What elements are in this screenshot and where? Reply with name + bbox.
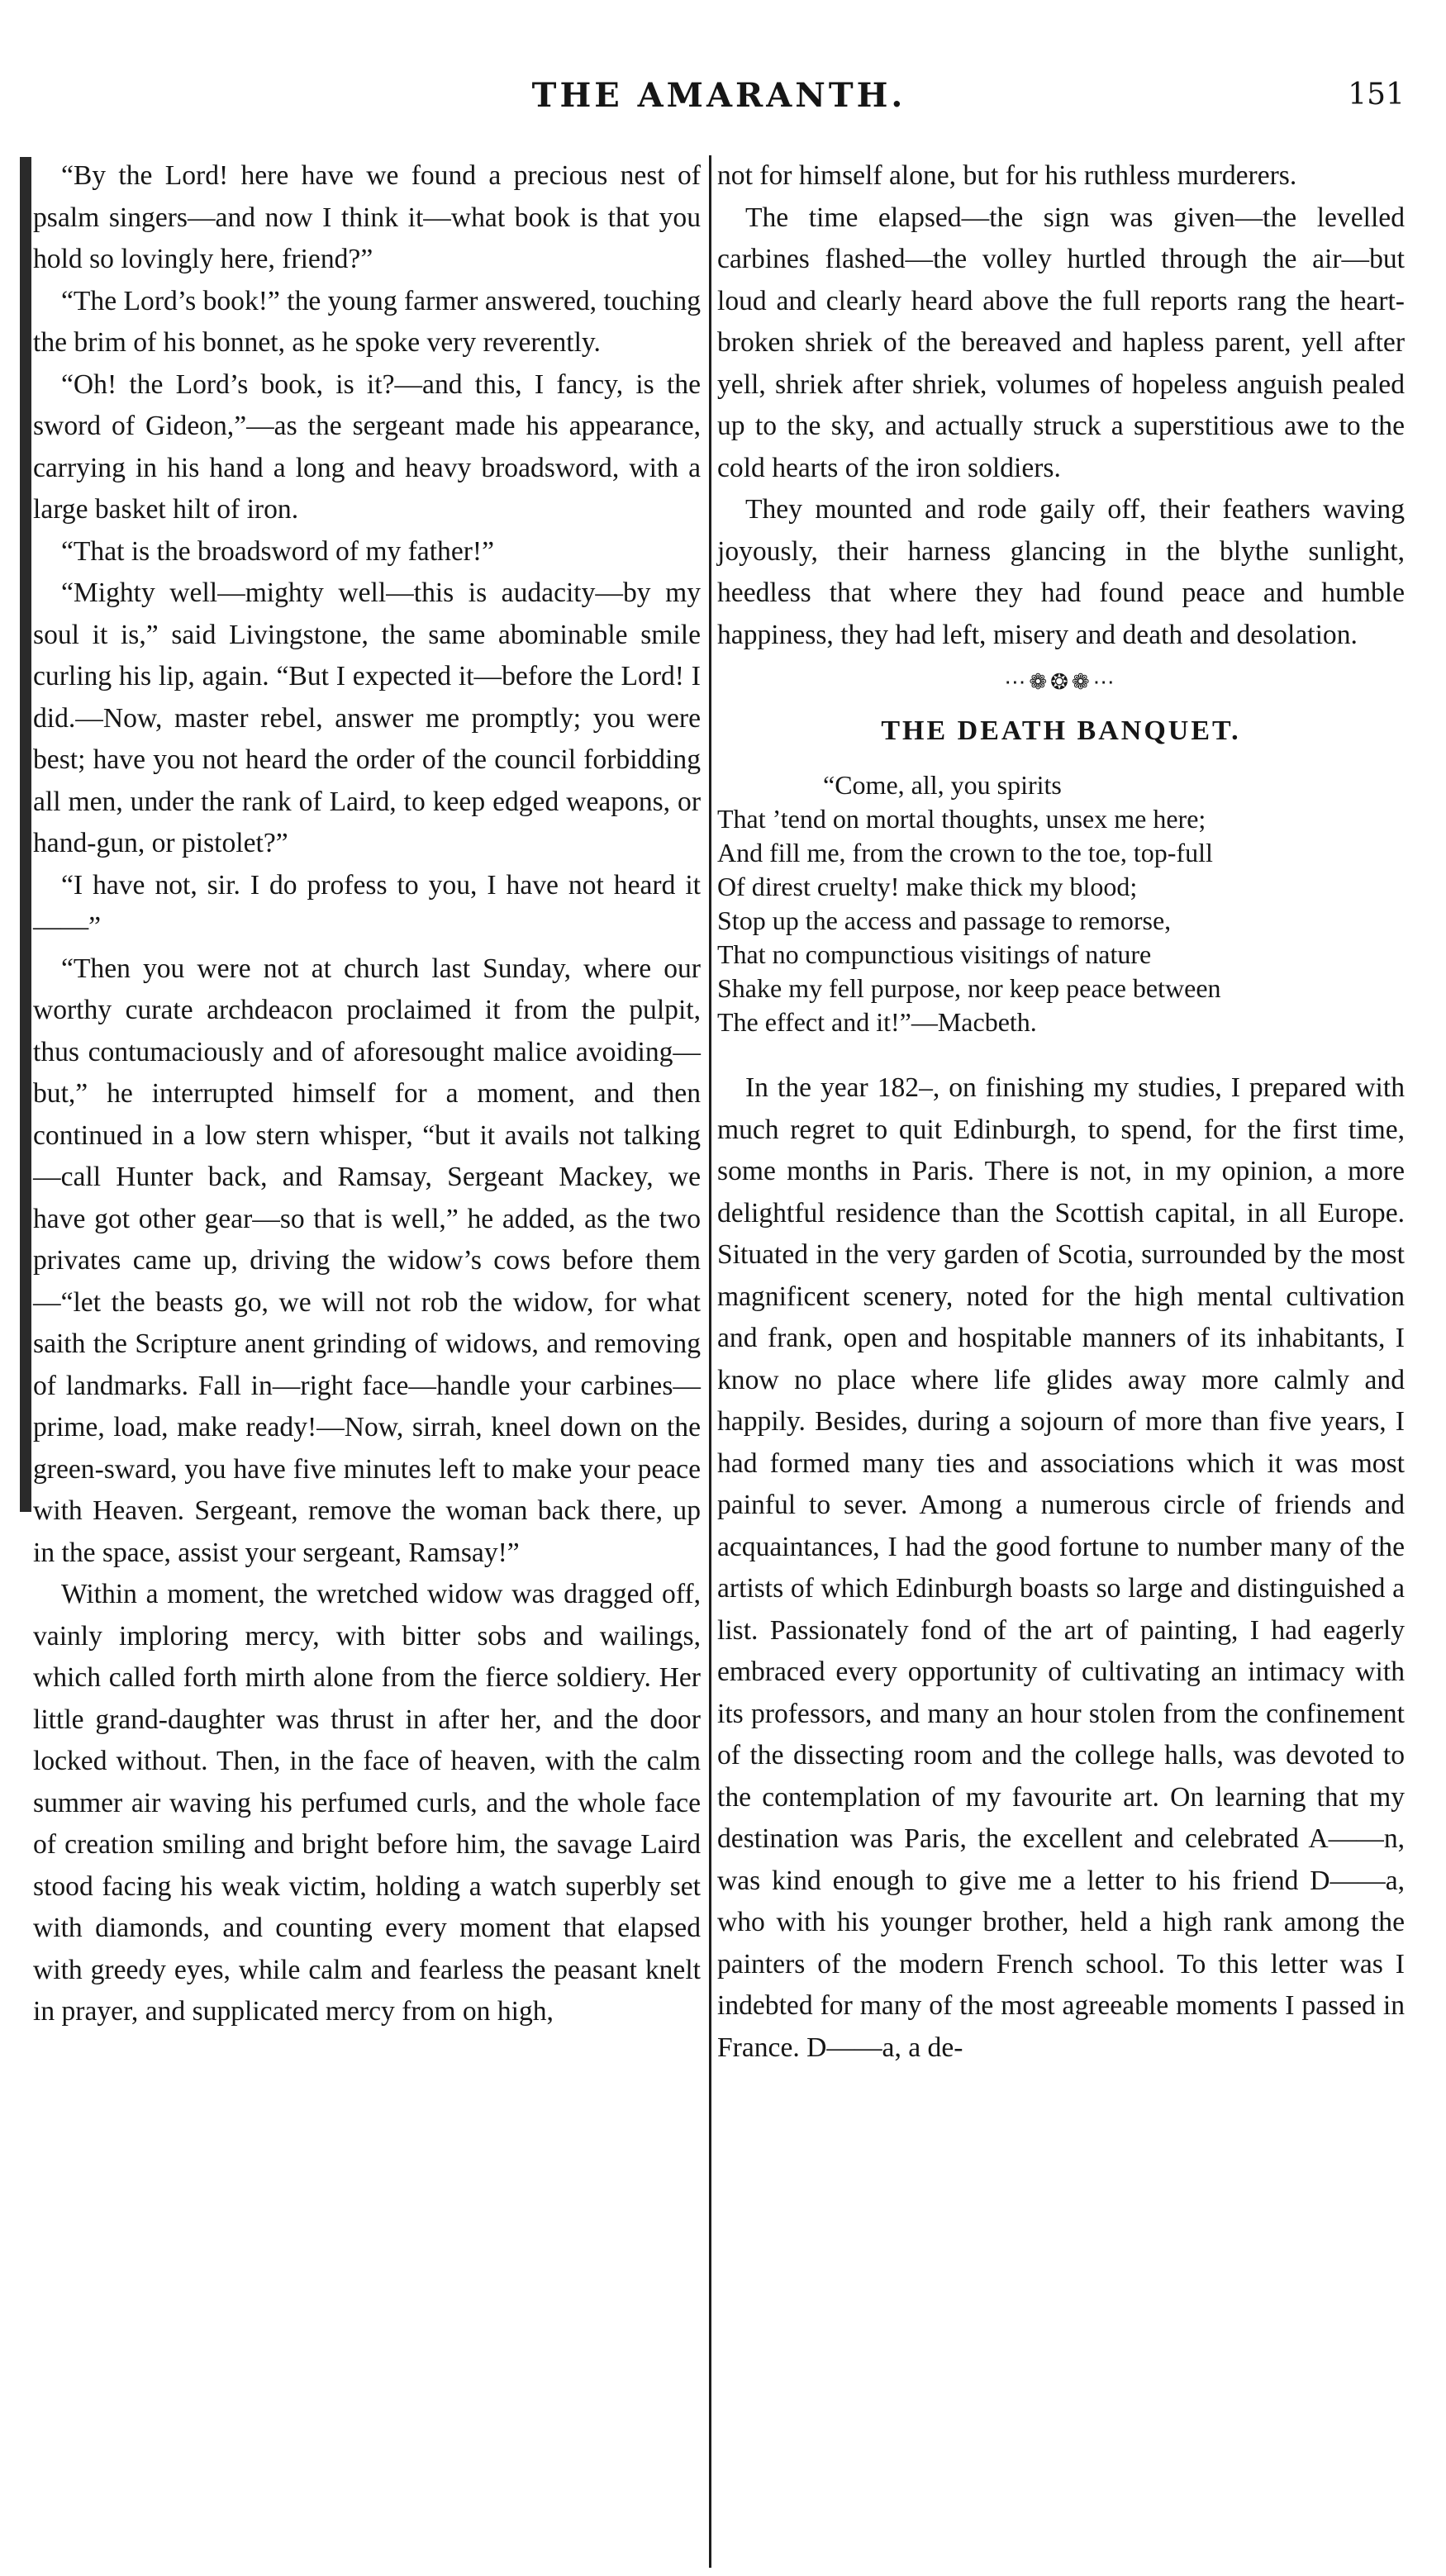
paragraph: They mounted and rode gaily off, their feathers waving joyously, their harness glancing in the blythe sunlight, heedless that where they had found peace and humble happiness, they had left, misery and death and desolation.: [717, 494, 1405, 650]
epigraph-line: That no compunctious visitings of nature: [717, 939, 1152, 969]
paragraph: “That is the broadsword of my father!”: [61, 535, 495, 567]
paragraph: “By the Lord! here have we found a precious nest of psalm singers—and now I think it—what book is that you hold so lovingly here, friend?”: [33, 160, 701, 274]
paragraph: In the year 182–, on finishing my studies, I prepared with much regret to quit Edinburgh, to spend, for the first time, some months in Paris. There is not, in my opinion, a more delightful residence than the Scottish capital, in all Europe. Situated in the very garden of Scotia, surrounded by the most magnificent scenery, noted for the high mental cultivation and frank, open and hospitable manners of its inhabitants, I know no place where life glides away more calmly and happily. Besides, during a sojourn of more than five years, I had formed many ties and associations which it was most painful to sever. Among a numerous circle of friends and acquaintances, I had the good fortune to number many of the artists of which Edinburgh boasts so large and distinguished a list. Passionately fond of the art of painting, I had eagerly embraced every opportunity of cultivating an intimacy with its professors, and many an hour stolen from the confinement of the dissecting room and the college halls, was devoted to the contemplation of my favourite art. On learning that my destination was Paris, the excellent and celebrated A——n, was kind enough to give me a letter to his friend D——a, who with his younger brother, held a high rank among the painters of the modern French school. To this letter was I indebted for many of the most agreeable moments I passed in France. D——a, a de-: [717, 1072, 1405, 2063]
epigraph-line: Shake my fell purpose, nor keep peace between: [717, 973, 1221, 1003]
epigraph-line: Of direst cruelty! make thick my blood;: [717, 872, 1138, 901]
epigraph-line: Stop up the access and passage to remorse,: [717, 905, 1172, 935]
epigraph-line: That ’tend on mortal thoughts, unsex me here;: [717, 804, 1206, 834]
epigraph-line: The effect and it!”—Macbeth.: [717, 1007, 1037, 1037]
column-rule: [709, 155, 711, 2568]
section-ornament: ⋯❁❂❁⋯: [1004, 670, 1118, 695]
paragraph: “The Lord’s book!” the young farmer answered, touching the brim of his bonnet, as he spoke very reverently.: [33, 285, 701, 358]
section-title: THE DEATH BANQUET.: [881, 715, 1241, 746]
paragraph: “I have not, sir. I do profess to you, I have not heard it——”: [33, 869, 701, 942]
paragraph: “Then you were not at church last Sunday, where our worthy curate archdeacon proclaimed it from the pulpit, thus contumaciously and of aforesought malice avoiding—but,” he interrupted himself for a moment, and then continued in a low stern whisper, “but it avails not talking—call Hunter back, and Ramsay, Sergeant Mackey, we have got other gear—so that is well,” he added, as the two privates came up, driving the widow’s cows before them—“let the beasts go, we will not rob the widow, for what saith the Scripture anent grinding of widows, and removing of landmarks. Fall in—right face—handle your carbines—prime, load, make ready!—Now, sirrah, kneel down on the green-sward, you have five minutes left to make your peace with Heaven. Sergeant, remove the woman back there, up in the space, assist your sergeant, Ramsay!”: [33, 953, 701, 1568]
paragraph: “Mighty well—mighty well—this is audacity—by my soul it is,” said Livingstone, the same abominable smile curling his lip, again. “But I expected it—before the Lord! I did.—Now, master rebel, answer me promptly; you were best; have you not heard the order of the council forbidding all men, under the rank of Laird, to keep edged weapons, or hand-gun, or pistolet?”: [33, 577, 701, 858]
paragraph: “Oh! the Lord’s book, is it?—and this, I fancy, is the sword of Gideon,”—as the sergeant made his appearance, carrying in his hand a long and heavy broadsword, with a large basket hilt of iron.: [33, 368, 701, 525]
epigraph-line: “Come, all, you spirits: [823, 770, 1062, 800]
left-column: [33, 155, 701, 2033]
paragraph: The time elapsed—the sign was given—the levelled carbines flashed—the volley hurtled through the air—but loud and clearly heard above the full reports rang the heart-broken shriek of the bereaved and hapless parent, yell after yell, shriek after shriek, volumes of hopeless anguish pealed up to the sky, and actually struck a superstitious awe to the cold hearts of the iron soldiers.: [717, 202, 1405, 483]
paragraph: Within a moment, the wretched widow was dragged off, vainly imploring mercy, with bitter sobs and wailings, which called forth mirth alone from the fierce soldiery. Her little grand-daughter was thrust in after her, and the door locked without. Then, in the face of heaven, with the calm summer air waving his perfumed curls, and the whole face of creation smiling and bright before him, the savage Laird stood facing his weak victim, holding a watch superbly set with diamonds, and counting every moment that elapsed with greedy eyes, while calm and fearless the peasant knelt in prayer, and supplicated mercy from on high,: [33, 1579, 701, 2027]
page-header: [33, 76, 1405, 126]
epigraph: [717, 768, 1405, 1039]
binding-shadow: [20, 157, 31, 1512]
page-number: 151: [1348, 78, 1405, 112]
paragraph: not for himself alone, but for his ruthless murderers.: [717, 160, 1297, 191]
running-title: THE AMARANTH.: [531, 76, 906, 115]
right-column: [717, 155, 1405, 2069]
epigraph-line: And fill me, from the crown to the toe, top-full: [717, 838, 1213, 867]
